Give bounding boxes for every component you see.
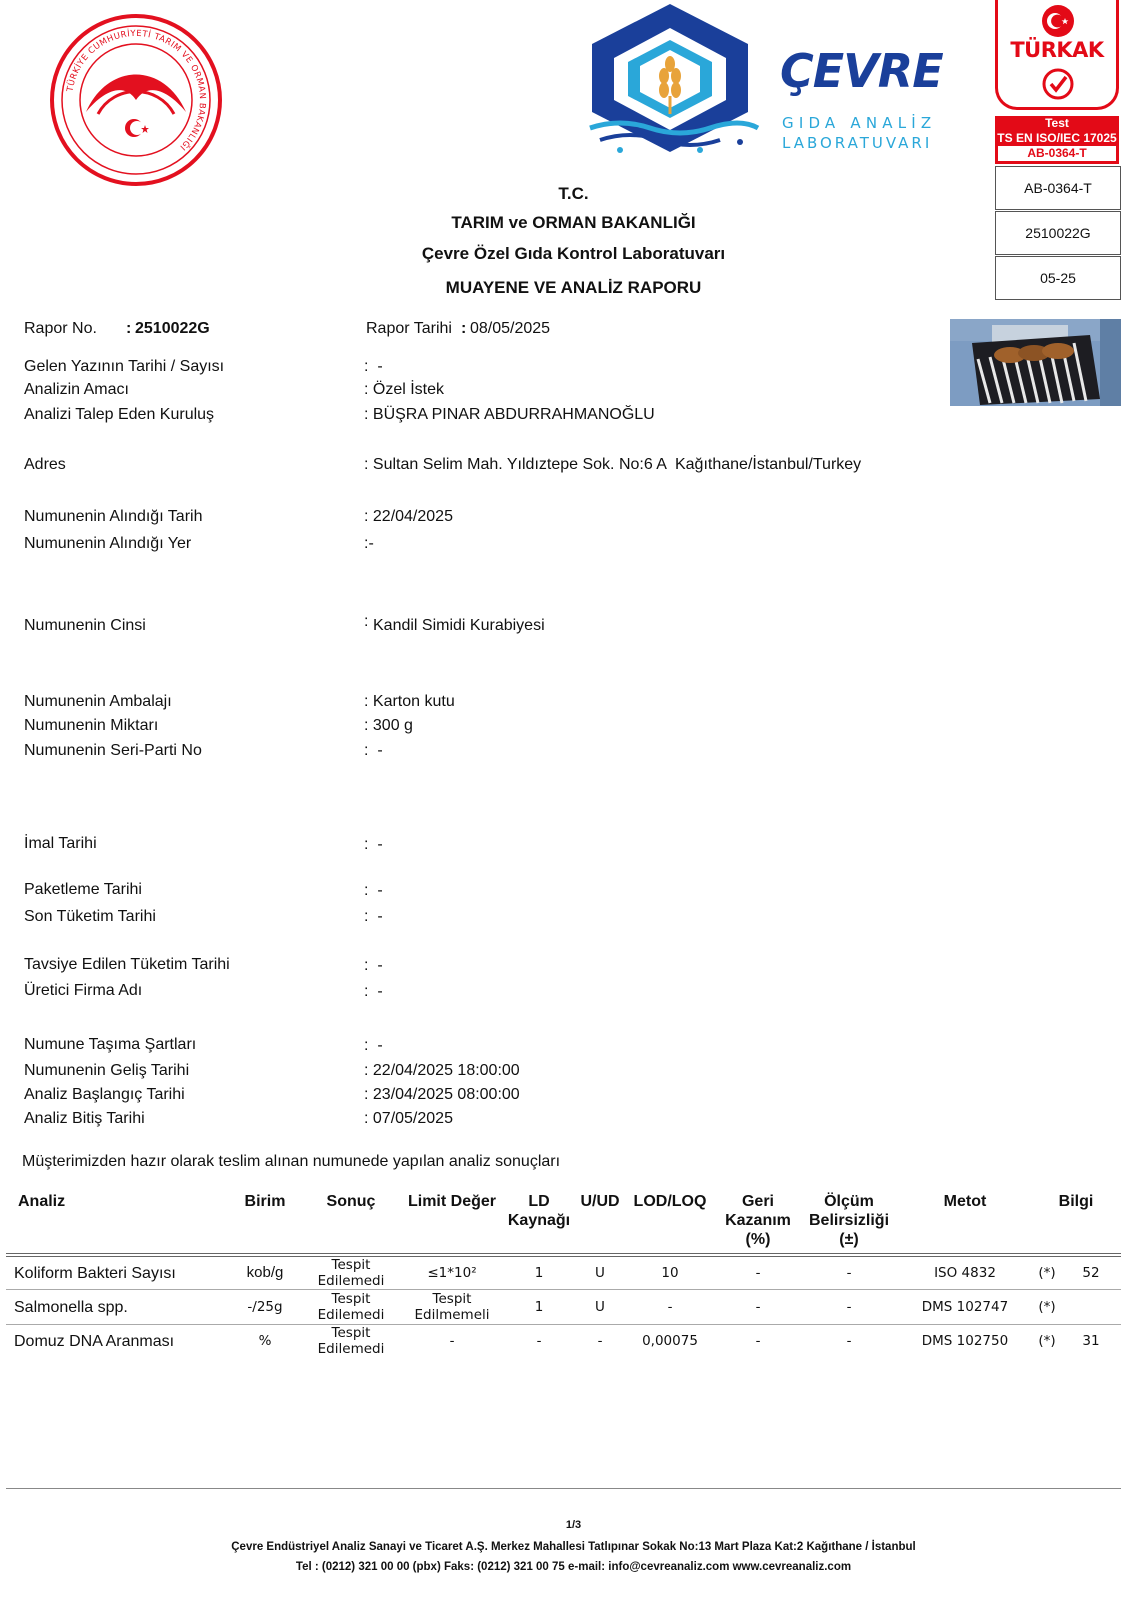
turkak-logo	[995, 0, 1119, 110]
field-value-sampling-place: :-	[364, 535, 374, 552]
cevre-logo-subtitle-2: LABORATUVARI	[782, 134, 933, 152]
cell-mark: (*)	[1038, 1265, 1056, 1281]
cell-bilgi: 31	[1082, 1333, 1100, 1349]
report-date-label: Rapor Tarihi	[366, 320, 452, 337]
cell-sonuc-line2: Edilemedi	[317, 1273, 385, 1289]
field-label-transport: Numune Taşıma Şartları	[24, 1036, 197, 1053]
field-label-expiry-date: Son Tüketim Tarihi	[24, 908, 156, 925]
cell-uud: U	[595, 1299, 605, 1315]
table-header-rule-1	[6, 1253, 1121, 1254]
cell-metot: ISO 4832	[934, 1265, 996, 1281]
footer-company: Çevre Endüstriyel Analiz Sanayi ve Ticaret A.Ş. Merkez Mahallesi Tatlıpınar Sokak No:13 Mart Plaza Kat:2 Kağıthane / İstanbul	[231, 1541, 916, 1553]
field-value-letter-date: : -	[364, 358, 383, 375]
field-value-batch-no: : -	[364, 742, 383, 759]
field-label-batch-no: Numunenin Seri-Parti No	[24, 742, 202, 759]
field-label-address: Adres	[24, 456, 66, 473]
row-rule	[6, 1324, 1121, 1325]
col-header-geri-line3: (%)	[745, 1231, 771, 1248]
title-lab: Çevre Özel Gıda Kontrol Laboratuvarı	[421, 244, 726, 263]
field-value-requester: : BÜŞRA PINAR ABDURRAHMANOĞLU	[364, 406, 655, 423]
cell-bilgi: 52	[1082, 1265, 1100, 1281]
turkak-name: TÜRKAK	[1010, 38, 1104, 62]
cell-metot: DMS 102747	[921, 1299, 1009, 1315]
field-value-analysis-start: : 23/04/2025 08:00:00	[364, 1086, 520, 1103]
col-header-olcum	[802, 1192, 896, 1249]
cell-olcum: -	[846, 1265, 852, 1281]
field-value-arrival-date: : 22/04/2025 18:00:00	[364, 1062, 520, 1079]
field-label-sample-type: Numunenin Cinsi	[24, 617, 146, 634]
cell-geri: -	[755, 1333, 761, 1349]
field-value-best-before: : -	[364, 957, 383, 974]
cell-metot: DMS 102750	[921, 1333, 1009, 1349]
col-header-limit: Limit Değer	[407, 1193, 496, 1210]
cell-sonuc-line1: Tespit	[331, 1325, 371, 1341]
cell-geri: -	[755, 1265, 761, 1281]
cell-limit-line2: Edilmemeli	[414, 1307, 490, 1323]
cell-limit	[400, 1291, 504, 1323]
field-value-production-date: : -	[364, 836, 383, 853]
cell-geri: -	[755, 1299, 761, 1315]
page-title: MUAYENE VE ANALİZ RAPORU	[445, 278, 702, 297]
col-header-birim: Birim	[244, 1193, 286, 1210]
field-value-purpose: : Özel İstek	[364, 381, 445, 398]
turkak-flag-icon	[1041, 4, 1075, 38]
cell-sonuc-line2: Edilemedi	[317, 1307, 385, 1323]
cell-olcum: -	[846, 1333, 852, 1349]
cell-sonuc	[306, 1291, 396, 1323]
report-no-label: Rapor No.	[24, 320, 97, 337]
cell-analiz: Domuz DNA Aranması	[14, 1333, 175, 1350]
field-value-sampling-date: : 22/04/2025	[364, 508, 453, 525]
cell-sonuc	[306, 1325, 396, 1357]
cevre-lab-emblem	[580, 0, 760, 160]
table-header-rule-2	[6, 1256, 1121, 1257]
cell-birim: -/25g	[247, 1299, 283, 1315]
cell-uud: U	[595, 1265, 605, 1281]
side-box-report-no: 2510022G	[995, 211, 1121, 255]
col-header-olcum-line3: (±)	[839, 1231, 859, 1248]
field-value-producer: : -	[364, 983, 383, 1000]
turkak-accreditation-band	[995, 116, 1119, 164]
field-label-analysis-start: Analiz Başlangıç Tarihi	[24, 1086, 185, 1103]
cell-analiz: Salmonella spp.	[14, 1299, 128, 1316]
field-label-production-date: İmal Tarihi	[24, 835, 97, 852]
page-number: 1/3	[565, 1519, 582, 1531]
field-label-best-before: Tavsiye Edilen Tüketim Tarihi	[24, 956, 230, 973]
cell-mark: (*)	[1038, 1333, 1056, 1349]
check-icon	[1041, 67, 1075, 101]
cell-lod: -	[667, 1299, 673, 1315]
col-header-lod: LOD/LOQ	[633, 1193, 707, 1210]
turkak-code: AB-0364-T	[998, 146, 1116, 161]
cell-ld: 1	[534, 1299, 544, 1315]
side-box-revision: 05-25	[995, 256, 1121, 300]
cell-sonuc-line1: Tespit	[331, 1257, 371, 1273]
report-no-value: 2510022G	[135, 320, 210, 337]
cell-limit: -	[449, 1333, 455, 1349]
cell-ld: 1	[534, 1265, 544, 1281]
report-date-value: 08/05/2025	[470, 320, 551, 337]
field-label-quantity: Numunenin Miktarı	[24, 717, 159, 734]
cell-lod: 0,00075	[642, 1333, 698, 1349]
field-value-transport: : -	[364, 1037, 383, 1054]
title-ministry: TARIM ve ORMAN BAKANLIĞI	[451, 213, 696, 232]
cell-limit-line1: Tespit	[432, 1291, 472, 1307]
cell-sonuc	[306, 1257, 396, 1289]
field-label-analysis-end: Analiz Bitiş Tarihi	[24, 1110, 145, 1127]
col-header-ld	[504, 1192, 574, 1230]
cell-lod: 10	[661, 1265, 679, 1281]
field-value-packing-date: : -	[364, 882, 383, 899]
col-header-geri-line2: Kazanım	[725, 1212, 791, 1229]
field-label-packing-date: Paketleme Tarihi	[24, 881, 142, 898]
cell-ld: -	[536, 1333, 542, 1349]
cell-olcum: -	[846, 1299, 852, 1315]
field-value-expiry-date: : -	[364, 908, 383, 925]
field-label-sampling-place: Numunenin Alındığı Yer	[24, 535, 192, 552]
report-no-colon: :	[126, 320, 132, 337]
row-rule	[6, 1289, 1121, 1290]
field-label-sampling-date: Numunenin Alındığı Tarih	[24, 508, 203, 525]
ministry-seal-logo	[48, 12, 224, 188]
sample-photo	[950, 319, 1121, 406]
field-label-letter-date: Gelen Yazının Tarihi / Sayısı	[24, 358, 225, 375]
footer-divider	[6, 1488, 1121, 1489]
cell-limit: ≤1*10²	[427, 1265, 477, 1281]
col-header-bilgi: Bilgi	[1058, 1193, 1094, 1210]
col-header-sonuc: Sonuç	[326, 1193, 376, 1210]
turkak-test-label: Test	[1045, 116, 1069, 130]
footer-contact: Tel : (0212) 321 00 00 (pbx) Faks: (0212) 321 00 75 e-mail: info@cevreanaliz.com www.cevreanaliz.com	[295, 1561, 852, 1573]
report-date-colon: :	[461, 320, 467, 337]
field-label-packaging: Numunenin Ambalajı	[24, 693, 172, 710]
cell-sonuc-line2: Edilemedi	[317, 1341, 385, 1357]
col-header-uud: U/UD	[580, 1193, 620, 1210]
cell-mark: (*)	[1038, 1299, 1056, 1315]
field-value-analysis-end: : 07/05/2025	[364, 1110, 453, 1127]
cell-uud: -	[597, 1333, 603, 1349]
cell-analiz: Koliform Bakteri Sayısı	[14, 1265, 176, 1282]
results-intro: Müşterimizden hazır olarak teslim alınan numunede yapılan analiz sonuçları	[22, 1153, 561, 1170]
field-label-purpose: Analizin Amacı	[24, 381, 129, 398]
title-tc: T.C.	[558, 184, 589, 203]
col-header-analiz: Analiz	[18, 1193, 66, 1210]
cevre-logo-title: ÇEVRE	[780, 44, 943, 98]
col-header-metot: Metot	[943, 1193, 987, 1210]
col-header-olcum-line2: Belirsizliği	[808, 1212, 890, 1229]
side-box-accreditation: AB-0364-T	[995, 166, 1121, 210]
field-value-quantity: : 300 g	[364, 717, 413, 734]
cell-birim: kob/g	[246, 1264, 284, 1281]
seal-ring-text: TÜRKİYE CUMHURİYETİ TARIM VE ORMAN BAKANLIĞI	[65, 28, 208, 153]
col-header-geri-line1: Geri	[741, 1193, 774, 1210]
field-label-producer: Üretici Firma Adı	[24, 982, 143, 999]
col-header-olcum-line1: Ölçüm	[824, 1193, 874, 1210]
col-header-ld-line1: LD	[528, 1193, 550, 1210]
cell-sonuc-line1: Tespit	[331, 1291, 371, 1307]
field-label-requester: Analizi Talep Eden Kuruluş	[24, 406, 215, 423]
col-header-ld-line2: Kaynağı	[507, 1212, 571, 1229]
cell-birim: %	[258, 1333, 272, 1349]
field-label-arrival-date: Numunenin Geliş Tarihi	[24, 1062, 190, 1079]
field-value-address: : Sultan Selim Mah. Yıldıztepe Sok. No:6 A Kağıthane/İstanbul/Turkey	[364, 456, 862, 473]
field-value-sample-type: Kandil Simidi Kurabiyesi	[373, 617, 545, 634]
cevre-logo-subtitle-1: GIDA ANALİZ	[782, 114, 937, 132]
col-header-geri	[714, 1192, 802, 1249]
field-value-packaging: : Karton kutu	[364, 693, 455, 710]
turkak-standard: TS EN ISO/IEC 17025	[997, 131, 1117, 145]
field-value-colon-sample-type: :	[364, 613, 369, 630]
